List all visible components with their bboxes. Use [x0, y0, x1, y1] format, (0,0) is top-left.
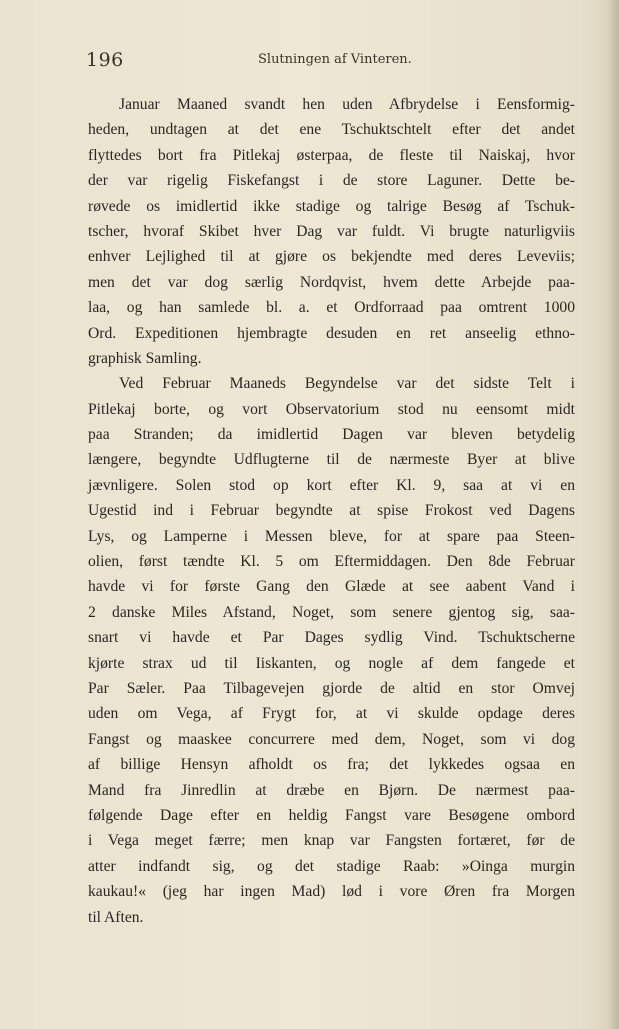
text-line: til Aften.	[88, 908, 144, 926]
running-head: Slutningen af Vinteren.	[258, 52, 412, 67]
page-number: 196	[86, 49, 124, 71]
text-line: Pitlekaj borte, og vort Observatorium stod nu eensomt midt	[88, 400, 575, 418]
text-line: længere, begyndte Udflugterne til de nærmeste Byer at blive	[88, 451, 575, 469]
text-line: Januar Maaned svandt hen uden Afbrydelse i Eensformig-	[119, 96, 575, 113]
text-line: Ord. Expeditionen hjembragte desuden en ret anseelig ethno-	[88, 324, 575, 342]
text-line: paa Stranden; da imidlertid Dagen var bleven betydelig	[88, 426, 575, 444]
text-line: Lys, og Lamperne i Messen bleve, for at spare paa Steen-	[88, 527, 575, 545]
text-line: der var rigelig Fiskefangst i de store Laguner. Dette be-	[88, 172, 575, 190]
text-line: 2 danske Miles Afstand, Noget, som senere gjentog sig, saa-	[88, 603, 575, 621]
text-line: kjørte strax ud til Iiskanten, og nogle af dem fangede et	[88, 654, 575, 672]
text-line: røvede os imidlertid ikke stadige og talrige Besøg af Tschuk-	[88, 197, 575, 215]
text-line: havde vi for første Gang den Glæde at see aabent Vand i	[88, 578, 575, 596]
text-line: uden om Vega, af Frygt for, at vi skulde opdage deres	[88, 705, 575, 723]
text-line: Ved Februar Maaneds Begyndelse var det sidste Telt i	[119, 375, 575, 393]
text-line: tscher, hvoraf Skibet hver Dag var fuldt. Vi brugte naturligviis	[88, 222, 575, 240]
text-line: snart vi havde et Par Dages sydlig Vind. Tschuktscherne	[88, 629, 575, 647]
page-edge-shadow	[607, 0, 619, 1029]
text-line: graphisk Samling.	[88, 349, 202, 367]
text-line: jævnligere. Solen stod op kort efter Kl. 9, saa at vi en	[88, 476, 575, 494]
text-line: atter indfandt sig, og det stadige Raab: »Oinga murgin	[88, 857, 575, 875]
text-line: Ugestid ind i Februar begyndte at spise Frokost ved Dagens	[88, 502, 575, 520]
paragraph-2	[88, 371, 575, 930]
text-line: enhver Lejlighed til at gjøre os bekjendte med deres Leveviis;	[88, 248, 575, 266]
text-line: olien, først tændte Kl. 5 om Eftermiddagen. Den 8de Februar	[88, 553, 575, 571]
text-line: af billige Hensyn afholdt os fra; det lykkedes ogsaa en	[88, 756, 575, 774]
text-line: men det var dog særlig Nordqvist, hvem dette Arbejde paa-	[88, 273, 575, 291]
body-text	[88, 92, 575, 930]
text-line: kaukau!« (jeg har ingen Mad) lød i vore Øren fra Morgen	[88, 883, 575, 901]
text-line: flyttedes bort fra Pitlekaj østerpaa, de fleste til Naiskaj, hvor	[88, 146, 575, 164]
text-line: i Vega meget færre; men knap var Fangsten fortæret, før de	[88, 832, 575, 850]
text-line: følgende Dage efter en heldig Fangst vare Besøgene ombord	[88, 806, 575, 824]
text-line: laa, og han samlede bl. a. et Ordforraad paa omtrent 1000	[88, 299, 575, 317]
text-line: Fangst og maaskee concurrere med dem, Noget, som vi dog	[88, 730, 575, 748]
text-line: Mand fra Jinredlin at dræbe en Bjørn. De nærmest paa-	[88, 781, 575, 799]
paragraph-1	[88, 92, 575, 371]
text-line: heden, undtagen at det ene Tschuktschtelt efter det andet	[88, 121, 575, 139]
text-line: Par Sæler. Paa Tilbagevejen gjorde de altid en stor Omvej	[88, 679, 575, 697]
